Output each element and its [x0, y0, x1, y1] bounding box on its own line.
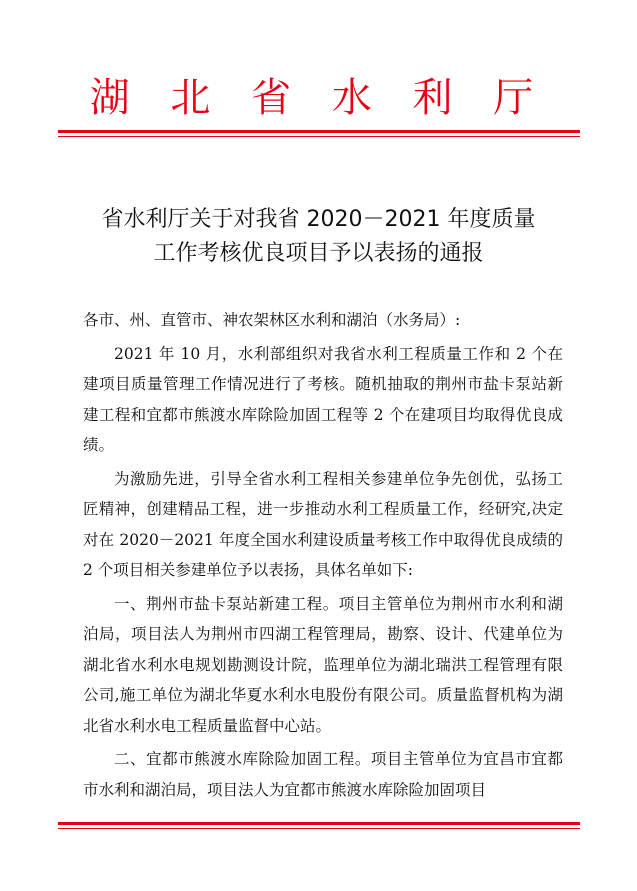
org-letterhead: 湖 北 省 水 利 厅 [89, 75, 548, 121]
document-body [83, 305, 563, 808]
footer-rule-thin [58, 828, 580, 829]
document-title-line-2: 工作考核优良项目予以表扬的通报 [153, 241, 484, 266]
document-title-line-1: 省水利厅关于对我省 2020－2021 年度质量 [101, 207, 536, 232]
footer-rule [58, 822, 580, 825]
paragraph-4: 二、宜都市熊渡水库除险加固工程。项目主管单位为宜昌市宜都市水利和湖泊局，项目法人为宜都市熊渡水库除险加固项目 [83, 750, 563, 799]
paragraph-2: 为激励先进，引导全省水利工程相关参建单位争先创优，弘扬工匠精神，创建精品工程，进一步推动水利工程质量工作，经研究,决定对在 2020－2021 年度全国水利建设质量考核工作中取得优良成绩的 2 个项目相关参建单位予以表扬，具体名单如下: [83, 469, 563, 579]
letterhead-rule-top [58, 130, 580, 133]
salutation: 各市、州、直管市、神农架林区水利和湖泊（水务局）: [83, 311, 461, 329]
paragraph-3: 一、荆州市盐卡泵站新建工程。项目主管单位为荆州市水利和湖泊局，项目法人为荆州市四湖工程管理局，勘察、设计、代建单位为湖北省水利水电规划勘测设计院，监理单位为湖北瑞洪工程管理有限公司,施工单位为湖北华夏水利水电股份有限公司。质量监督机构为湖北省水利水电工程质量监督中心站。 [83, 594, 563, 735]
paragraph-1: 2021 年 10 月，水利部组织对我省水利工程质量工作和 2 个在建项目质量管理工作情况进行了考核。随机抽取的荆州市盐卡泵站新建工程和宜都市熊渡水库除险加固工程等 2 个在建项目均取得优良成绩。 [83, 344, 563, 454]
letterhead-rule-top-thin [58, 136, 580, 137]
